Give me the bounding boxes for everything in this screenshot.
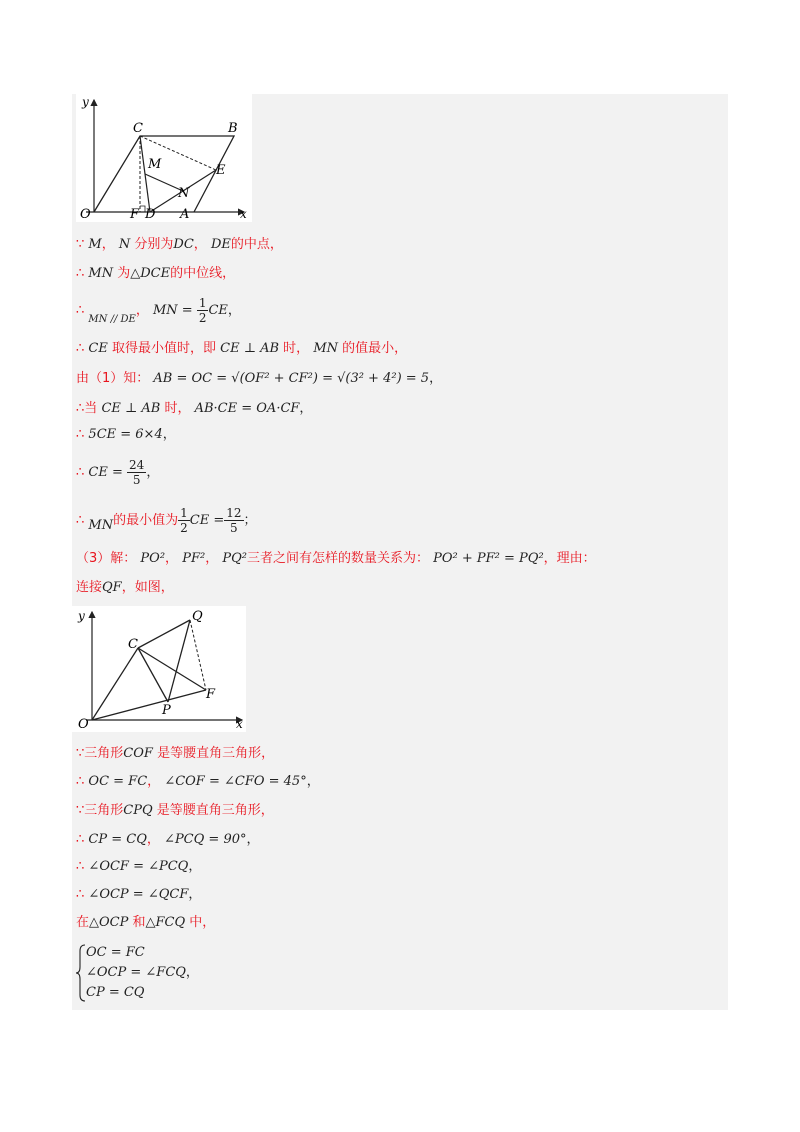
line-3: ∴ $_{MN // DE}$， MN = $\frac{1}{2}$ CE， [76, 296, 241, 325]
fig2-label-P: P [162, 703, 171, 718]
equation-system [76, 943, 199, 1003]
line-5: 由（1）知： AB = OC = √(OF² + CF²) = √(3² + 4²) = 5， [76, 371, 443, 386]
line-7: ∴ 5CE = 6×4， [76, 427, 176, 442]
fig1-label-M: M [148, 157, 162, 172]
brace-icon [76, 943, 86, 1003]
fig2-label-x: x [236, 717, 243, 731]
line-13: ∴ OC = FC， ∠COF = ∠CFO = 45°， [76, 774, 320, 789]
fig2-label-Q: Q [192, 609, 203, 624]
fig1-label-D: D [145, 207, 156, 222]
line-10: （3）解： PO²， PF²， PQ²三者之间有怎样的数量关系为： PO² + PF² = PQ²，理由： [76, 551, 596, 566]
system-row-1: OC = FC [86, 945, 145, 960]
line-14: ∵三角形CPQ 是等腰直角三角形， [76, 803, 274, 818]
figure-parallelogram [76, 94, 252, 222]
fig2-label-F: F [206, 687, 216, 702]
line-12: ∵三角形COF 是等腰直角三角形， [76, 746, 275, 761]
line-11: 连接QF，如图， [76, 580, 174, 595]
line-9: ∴ MN的最小值为 $\frac{1}{2}$ CE = $\frac{12}{5}$ ； [76, 506, 257, 535]
line-16: ∴ ∠OCF = ∠PCQ， [76, 859, 202, 874]
fig1-label-N: N [178, 186, 190, 201]
line-4: ∴ CE 取得最小值时，即 CE ⊥ AB 时， MN 的值最小， [76, 341, 408, 356]
line-17: ∴ ∠OCP = ∠QCF， [76, 887, 202, 902]
fig2-label-O: O [78, 717, 89, 732]
system-row-2: ∠OCP = ∠FCQ， [86, 965, 199, 980]
fig1-label-A: A [180, 207, 190, 222]
fig1-label-E: E [216, 163, 226, 178]
system-row-3: CP = CQ [86, 985, 145, 1000]
line-15: ∴ CP = CQ， ∠PCQ = 90°， [76, 832, 260, 847]
fig2-label-C: C [128, 637, 138, 652]
fig1-label-B: B [228, 121, 238, 136]
line-2: ∴ MN 为△DCE的中位线， [76, 266, 236, 281]
fig1-label-O: O [80, 207, 91, 222]
line-18: 在△OCP 和△FCQ 中， [76, 915, 216, 930]
line-1: ∵ M， N 分别为DC， DE的中点， [76, 237, 283, 252]
figure-triangles [72, 606, 246, 732]
fig1-label-x: x [240, 207, 247, 221]
fig1-label-y: y [82, 95, 89, 109]
fig1-label-F: F [130, 207, 140, 222]
fig1-label-C: C [133, 121, 143, 136]
line-8: ∴ CE = $\frac{24}{5}$ ， [76, 458, 160, 487]
fig2-label-y: y [78, 609, 85, 623]
line-6: ∴当 CE ⊥ AB 时， AB·CE = OA·CF， [76, 401, 313, 416]
